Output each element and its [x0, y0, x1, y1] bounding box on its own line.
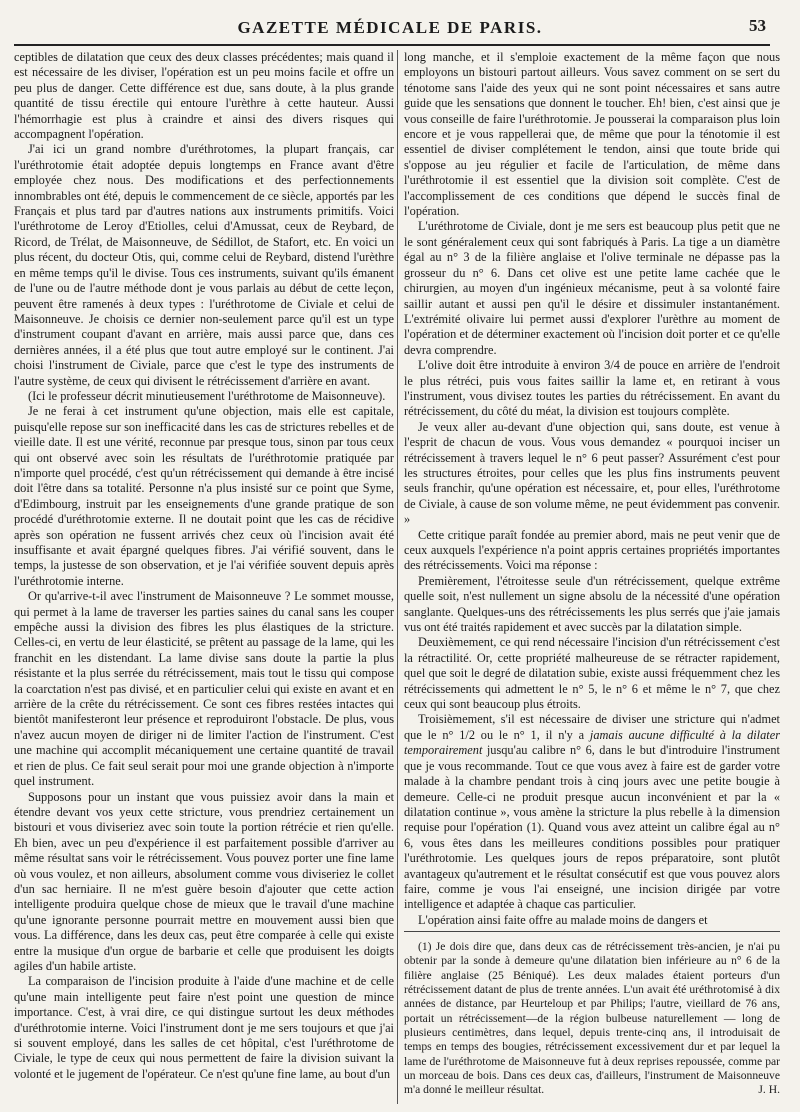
- paragraph: (Ici le professeur décrit minutieusement l'uréthrotome de Maisonneuve).: [28, 388, 386, 403]
- paragraph: L'olive doit être introduite à environ 3/4 de pouce en arrière de l'endroit le plus rétréci, puis vous faites saillir la lame et, en retirant à vous l'instrument, vous divisez toutes les parties du rétrécissement. En avant du rétrécissement, du côté du méat, la division est toujours complète.: [404, 358, 780, 419]
- right-column: [404, 50, 780, 1104]
- paragraph: La comparaison de l'incision produite à l'aide d'une machine et de celle qu'une main intelligente peut faire n'est point une question de mince importance. C'est, à vrai dire, ce qui distingue surtout les deux méthodes d'uréthrotomie interne. Voici l'instrument dont je me sers toujours et que j'ai si souvent employé, dans les salles de cet hôpital, c'est l'uréthrotome de Civiale, le type de ceux qui nous permettent de faire la division suivant la volonté et le jugement de l'opérateur. Ce n'est qu'une fine lame, au bout d'un: [14, 974, 394, 1081]
- footnote: [404, 940, 780, 1097]
- column-divider: [397, 50, 398, 1104]
- paragraph: J'ai ici un grand nombre d'uréthrotomes, la plupart français, car l'uréthrotomie était adoptée depuis longtemps en France avant d'être employée chez nous. Des modifications et des perfectionnements innombrables ont été, depuis le commencement de ce siècle, apportés par les Français et plus tard par d'autres nations aux instruments primitifs. Voici l'uréthrotome de Leroy d'Etiolles, celui d'Amussat, ceux de Reybard, de Ricord, de Trélat, de Maisonneuve, de Sédillot, de Stafort, etc. En voici un plus récent, du docteur Otis, qui, comme celui de Reybard, distend l'urèthre en même temps qu'il le divise. Tous ces instruments, suivant qu'ils émanent de l'une ou de l'autre méthode dont je vous parlais au début de cette leçon, peuvent être ramenés à deux types : l'uréthrotome de Civiale et celui de Maisonneuve. Je choisis ce dernier non-seulement parce qu'il est un type d'instrument coupant d'avant en arrière, mais aussi parce que, dans ces dernières années, il a été plus que tout autre employé sur le continent. J'ai choisi l'instrument de Civiale, parce que c'est le type des instruments de l'autre système, de ceux qui divisent le rétrécissement d'arrière en avant.: [14, 142, 394, 388]
- paragraph: Je veux aller au-devant d'une objection qui, sans doute, est venue à l'esprit de chacun de vous. Vous vous demandez « pourquoi inciser un rétrécissement à travers lequel le n° 6 peut passer? Assurément c'est pour les structures étroites, pour celles que les plus fins instruments peuvent seuls franchir, qu'une opération est nécessaire, et, pour elles, l'uréthrotome de Civiale, à cause de son volume même, ne peut évidemment pas convenir. »: [404, 419, 780, 527]
- page-number: 53: [749, 16, 766, 35]
- paragraph: Je ne ferai à cet instrument qu'une objection, mais elle est capitale, puisqu'elle repose sur son inefficacité dans les cas de strictures rebelles et de vieille date. Il est une vérité, reconnue par presque tous, sinon par tous ceux qui ont observé avec soin les résultats de l'uréthrotomie pratiquée par n'importe quel procédé, c'est qu'un rétrécissement qui demande à être incisé doit l'être dans sa totalité. Personne n'a plus insisté sur ce point que Syme, d'Edimbourg, instruit par les enseignements d'une grande pratique de son procédé d'uréthrotomie externe. Il ne doutait point que les cas de récidive après son opération ne fussent arrivés chez ceux où l'incision avait été insuffisante et avait épargné quelques fibres. J'ai vérifié souvent, dans le temps, la justesse de son observation, et je l'ai vérifiée souvent depuis après l'uréthrotomie interne.: [14, 404, 394, 588]
- header-rule: [14, 44, 770, 46]
- left-column: [14, 50, 394, 1104]
- footnote-body: (1) Je dois dire que, dans deux cas de rétrécissement très-ancien, je n'ai pu obtenir par la sonde à demeure qu'une dilatation bien inférieure au n° 6 de la filière anglaise (25 Béniqué). Les deux malades étaient porteurs d'un rétrécissement datant de plus de trente années. L'un avait été uréthrotomisé à dix années de distance, par Heurteloup et par Philips; l'autre, vieillard de 76 ans, portait un rétrécissement—de la région bulbeuse naturellement — long de plusieurs centimètres, dans lequel, depuis trente-cinq ans, il introduisait de temps en temps des bougies, rétrécissement excessivement dur et par lequel la lame de l'uréthrotome de Maisonneuve fut à deux reprises repoussée, comme par un morceau de bois. Dans ces deux cas, d'ailleurs, l'instrument de Maisonneuve m'a donné le meilleur résultat.: [404, 940, 780, 1097]
- paragraph: L'uréthrotome de Civiale, dont je me sers est beaucoup plus petit que ne le sont généralement ceux qui sont fabriqués à Paris. La tige a un diamètre égal au n° 3 de la filière anglaise et l'olive terminale ne dépasse pas la grosseur du n° 6. Dans cet olive est une petite lame cachée que le chirurgien, au moyen d'un ingénieux mécanisme, peut à sa volonté faire saillir autant et aussi pen qu'il le désire et dissimuler instantanément. L'extrémité olivaire lui permet aussi d'explorer l'urèthre au moment de l'opération et de déterminer exactement où l'incision doit porter et ce qu'elle devra comprendre.: [404, 219, 780, 357]
- footnote-signature: J. H.: [758, 1083, 780, 1097]
- paragraph: ceptibles de dilatation que ceux des deux classes précédentes; mais quand il est nécessaire de les diviser, l'opération est un peu moins facile et offre un peu plus de danger. Cette différence est due, sans doute, à la plus grande quantité de tissu érectile qui entoure l'urèthre à cette hauteur. Aussi l'hémorrhagie est plus à craindre et ainsi des divers risques qui accompagnent l'opération.: [14, 50, 394, 142]
- paragraph: [404, 712, 780, 912]
- emphasis-text: jamais aucune difficulté à la dilater temporairement: [404, 727, 780, 758]
- paragraph: long manche, et il s'emploie exactement de la même façon que nous employons un bistouri partout ailleurs. Vous savez comment on se sert du ténotome sans l'aide des yeux qui ne sont point nécessaires et sans autre guide que les sensations que donnent le toucher. Eh! bien, c'est ainsi que je vous conseille de faire l'uréthrotomie. Je pousserai la comparaison plus loin encore et je vous rappellerai que, de même que pour la ténotomie il est essentiel de diviser complétement le tendon, ainsi que toute bride qui s'oppose au jeu régulier et facile de l'articulation, de même dans l'uréthrotomie il est essentiel que la division soit complète. C'est de l'accomplissement de ces conditions que dépend le succès final de l'opération.: [404, 50, 780, 219]
- paragraph-text: Troisièmement, s'il est nécessaire de diviser une stricture qui n'admet que le n° 1/2 ou le n° 1, il n'y a: [404, 712, 780, 742]
- footnote-text: [404, 940, 780, 1097]
- paragraph: Premièrement, l'étroitesse seule d'un rétrécissement, quelque extrême quelle soit, n'est nullement un signe absolu de la nécessité d'une opération sanglante. Quelques-uns des rétrécissements les plus serrés que j'aie jamais vus ont été traités rapidement et avec succès par la dilatation simple.: [404, 573, 780, 635]
- running-header: [14, 14, 766, 42]
- paragraph: Cette critique paraît fondée au premier abord, mais ne peut venir que de ceux auxquels l'expérience n'a point appris certaines propriétés importantes des rétrécissements. Voici ma réponse :: [404, 527, 780, 573]
- paragraph: Or qu'arrive-t-il avec l'instrument de Maisonneuve ? Le sommet mousse, qui permet à la lame de traverser les parties saines du canal sans les couper empêche aussi la division des fibres les plus élastiques de la stricture. Celles-ci, en vertu de leur élasticité, se prêtent au passage de la lame, qui les franchit en les distendant. La lame divise sans doute la partie la plus résistante et la plus serrée du rétrécissement, mais tout le tissu qui compose la coarctation n'est pas divisé, et en particulier celui qui existe en avant et en arrière de la crête du rétrécissement. Ce sont ces fibres restées intactes qui bientôt manifesteront leur présence et reproduiront l'obstacle. De plus, vous n'avez aucun moyen de diriger ni de limiter l'action de l'instrument. C'est une machine qui accomplit mécaniquement une certaine quantité de travail et rien de plus. Ce fait seul serait pour moi une grande objection à n'importe quel instrument.: [14, 589, 394, 789]
- paragraph: Supposons pour un instant que vous puissiez avoir dans la main et étendre devant vos yeux cette stricture, vous prendriez certainement un bistouri et vous diviseriez avec soin toute la portion rétrécie et rien qu'elle. Eh bien, avec un peu d'expérience il est parfaitement possible d'arriver au même résultat sans voir le rétrécissement. Vous pouvez porter une fine lame où vous voulez, et non ailleurs, absolument comme vous diviseriez le collet d'un sac herniaire. Il ne m'est guère besoin d'ajouter que cette action intelligente produira quelque chose de mieux que le travail d'une machine qu'une ignorante personne pourrait mettre en mouvement aussi bien que vous. La différence, dans les deux cas, peut être comparée à celle qui existe entre la musique d'un orgue de barbarie et celle que produisent les doigts agiles d'un habile artiste.: [14, 789, 394, 973]
- paragraph: L'opération ainsi faite offre au malade moins de dangers et: [418, 912, 708, 927]
- footnote-rule: [404, 931, 780, 932]
- paragraph: Deuxièmement, ce qui rend nécessaire l'incision d'un rétrécissement c'est la rétractilité. Or, cette propriété malheureuse de se rétracter rapidement, quel que soit le degré de dilatation subie, existe aussi fréquemment chez les rétrécissements qui admettent le n° 5, le n° 6 et même le n° 7, que chez ceux qui sont beaucoup plus étroits.: [404, 635, 780, 712]
- journal-title: GAZETTE MÉDICALE DE PARIS.: [237, 18, 543, 37]
- paragraph-text: jusqu'au calibre n° 6, dans le but d'introduire l'instrument que je vous recommande. Tout ce que vous avez à faire est de garder votre malade à la chambre pendant trois à cinq jours avec une petite bougie à demeure. Celle-ci ne produit presque aucun inconvénient et par la « dilatation continue », vous amène la stricture la plus rebelle à la dimension requise pour l'opération (1). Quand vous avez atteint un calibre égal au n° 6, vous êtes dans les meilleures conditions possibles pour pratiquer l'uréthrotomie. Les quelques jours de repos préparatoire, sont plutôt avantageux qu'autrement et le résultat consécutif est que vous pouvez alors faire, comme je vous l'ai enseigné, une incision dirigée par votre intelligence et adaptée à chaque cas particulier.: [404, 743, 780, 912]
